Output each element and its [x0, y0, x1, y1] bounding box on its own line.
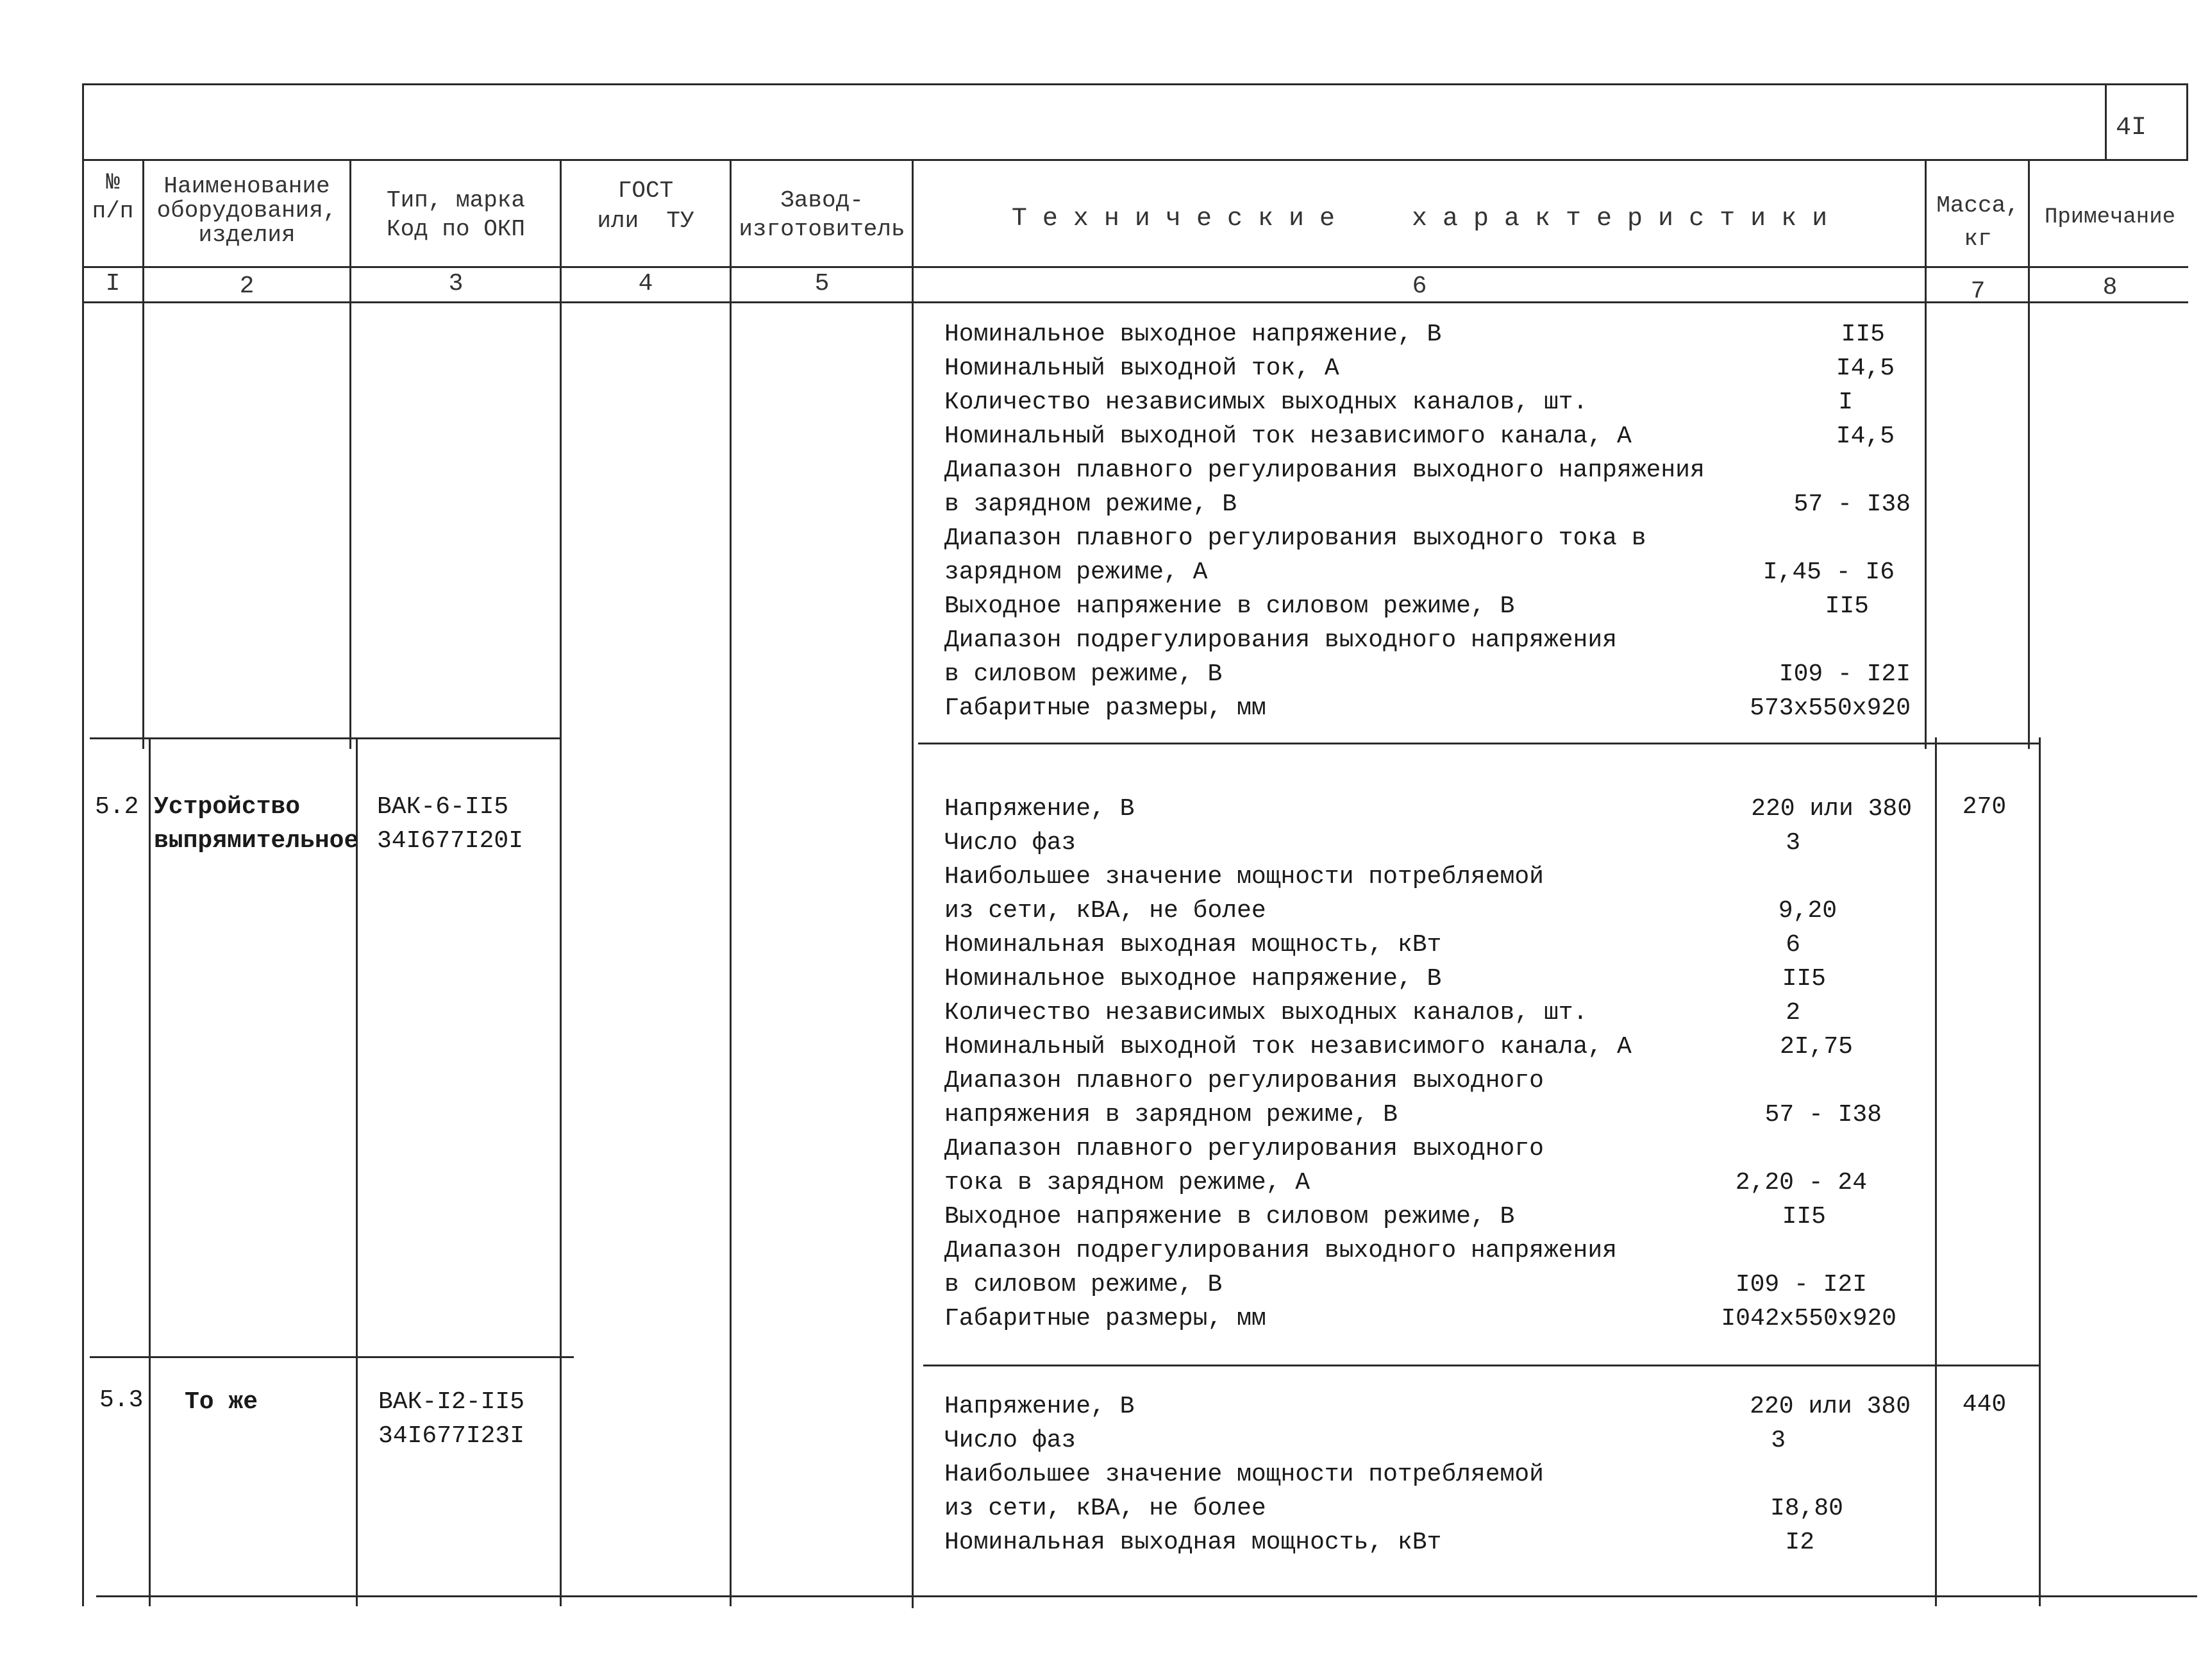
row-separator-left-1 — [90, 737, 560, 739]
spec-value: 2I,75 — [1779, 1033, 1853, 1061]
col-divider-3 — [349, 159, 351, 749]
spec-label: Номинальная выходная мощность, кВт — [944, 1529, 1442, 1556]
header-col-specs: Т е х н и ч е с к и е х а р а к т е р и с т и к и — [1011, 205, 1828, 233]
spec-label: Число фаз — [944, 1427, 1076, 1454]
spec-value: 220 или 380 — [1751, 795, 1912, 823]
equipment-name: выпрямительное — [154, 827, 359, 855]
spec-value: 3 — [1771, 1427, 1786, 1454]
spec-value: II5 — [1825, 592, 1869, 620]
spec-value: 9,20 — [1778, 897, 1837, 925]
spec-label: тока в зарядном режиме, А — [944, 1169, 1310, 1197]
spec-label: Номинальная выходная мощность, кВт — [944, 931, 1442, 959]
spec-value: 220 или 380 — [1750, 1393, 1911, 1420]
equipment-code: 34I677I20I — [377, 827, 524, 855]
table-top-border — [82, 83, 2188, 85]
spec-label: Наибольшее значение мощности потребляемой — [944, 863, 1544, 891]
header-col-name: Наименование оборудования, изделия — [156, 173, 337, 248]
spec-value: I2 — [1785, 1529, 1814, 1556]
spec-value: I042x550x920 — [1721, 1305, 1896, 1332]
spec-label: Габаритные размеры, мм — [944, 694, 1266, 722]
col-divider-8b — [2039, 737, 2041, 1606]
col-divider-5 — [730, 159, 732, 1606]
spec-label: Диапазон плавного регулирования выходного напряжения — [944, 457, 1705, 484]
equipment-mass: 270 — [1962, 793, 2007, 821]
table-bottom-line — [96, 1595, 2197, 1597]
spec-value: I09 - I2I — [1779, 660, 1911, 688]
row-number: 5.3 — [99, 1386, 144, 1414]
header-col-manufacturer: Завод- изготовитель — [739, 187, 905, 242]
spec-value: 573x550x920 — [1750, 694, 1911, 722]
equipment-name: Устройство — [154, 793, 301, 821]
spec-label: Номинальный выходной ток, А — [944, 355, 1339, 382]
spec-value: I4,5 — [1836, 355, 1895, 382]
col-divider-6 — [912, 159, 914, 1608]
spec-value: 57 - I38 — [1793, 491, 1911, 518]
column-numbers-bottom-line — [82, 301, 2188, 303]
spec-label: из сети, кВА, не более — [944, 1495, 1266, 1522]
equipment-name: То же — [185, 1388, 258, 1416]
col-divider-3b — [356, 737, 358, 1606]
col-divider-2 — [142, 159, 144, 749]
spec-label: Наибольшее значение мощности потребляемой — [944, 1461, 1544, 1488]
spec-value: 6 — [1786, 931, 1800, 959]
spec-label: напряжения в зарядном режиме, В — [944, 1101, 1398, 1129]
spec-value: 57 - I38 — [1764, 1101, 1882, 1129]
header-bottom-line — [82, 266, 2188, 268]
header-col-gost: ГОСТ или ТУ — [597, 178, 694, 234]
col-number-2: 2 — [239, 273, 255, 300]
equipment-code: 34I677I23I — [378, 1422, 525, 1450]
spec-value: 2,20 - 24 — [1735, 1169, 1867, 1197]
spec-label: в силовом режиме, В — [944, 660, 1223, 688]
spec-label: Номинальное выходное напряжение, В — [944, 321, 1442, 348]
col-number-4: 4 — [638, 270, 653, 298]
spec-label: Количество независимых выходных каналов, шт. — [944, 999, 1588, 1027]
header-col-number: № п/п — [92, 169, 134, 224]
spec-label: Число фаз — [944, 829, 1076, 857]
spec-value: 3 — [1786, 829, 1800, 857]
header-col-mass: Масса, кг — [1936, 192, 2020, 253]
col-divider-1 — [82, 83, 84, 1606]
spec-label: Диапазон плавного регулирования выходного тока в — [944, 525, 1646, 552]
spec-label: в силовом режиме, В — [944, 1271, 1223, 1298]
spec-label: Диапазон плавного регулирования выходного — [944, 1067, 1544, 1095]
spec-value: I — [1838, 389, 1853, 416]
row-separator-right-1 — [918, 743, 2039, 744]
col-divider-7b — [1935, 737, 1937, 1606]
spec-label: Выходное напряжение в силовом режиме, В — [944, 1203, 1515, 1231]
spec-label: Номинальный выходной ток независимого канала, А — [944, 423, 1632, 450]
header-top-line — [82, 159, 2188, 161]
spec-label: Диапазон подрегулирования выходного напряжения — [944, 1237, 1617, 1264]
spec-value: II5 — [1841, 321, 1885, 348]
row-separator-left-2 — [90, 1356, 574, 1358]
spec-label: Габаритные размеры, мм — [944, 1305, 1266, 1332]
spec-value: 2 — [1786, 999, 1800, 1027]
spec-label: Номинальный выходной ток независимого канала, А — [944, 1033, 1632, 1061]
col-number-8: 8 — [2102, 274, 2118, 301]
spec-label: Диапазон плавного регулирования выходного — [944, 1135, 1544, 1163]
col-number-1: I — [105, 270, 121, 298]
spec-value: II5 — [1782, 965, 1826, 993]
spec-value: I,45 - I6 — [1762, 559, 1895, 586]
spec-label: Номинальное выходное напряжение, В — [944, 965, 1442, 993]
page-number-box-left — [2105, 83, 2107, 159]
spec-label: Диапазон подрегулирования выходного напряжения — [944, 626, 1617, 654]
spec-value: II5 — [1782, 1203, 1826, 1231]
page-number: 4I — [2116, 113, 2147, 142]
row-number: 5.2 — [95, 793, 139, 821]
col-divider-7 — [1925, 159, 1927, 749]
header-col-type: Тип, марка Код по ОКП — [386, 187, 526, 242]
equipment-type: ВАК-I2-II5 — [378, 1388, 525, 1416]
spec-label: Количество независимых выходных каналов, шт. — [944, 389, 1588, 416]
spec-label: Напряжение, В — [944, 1393, 1135, 1420]
header-col-note: Примечание — [2044, 205, 2176, 230]
col-number-6: 6 — [1412, 273, 1427, 300]
col-number-7: 7 — [1970, 278, 1986, 305]
spec-value: I4,5 — [1836, 423, 1895, 450]
col-number-5: 5 — [814, 270, 830, 298]
col-number-3: 3 — [448, 270, 464, 298]
spec-label: в зарядном режиме, В — [944, 491, 1237, 518]
spec-label: из сети, кВА, не более — [944, 897, 1266, 925]
spec-value: I09 - I2I — [1735, 1271, 1867, 1298]
spec-value: I8,80 — [1770, 1495, 1843, 1522]
table-right-border — [2186, 83, 2188, 159]
col-divider-2b — [149, 737, 151, 1606]
equipment-mass: 440 — [1962, 1391, 2007, 1418]
spec-label: Выходное напряжение в силовом режиме, В — [944, 592, 1515, 620]
col-divider-4 — [560, 159, 562, 1606]
row-separator-right-2 — [923, 1365, 2039, 1366]
spec-label: зарядном режиме, А — [944, 559, 1208, 586]
equipment-type: ВАК-6-II5 — [377, 793, 509, 821]
spec-label: Напряжение, В — [944, 795, 1135, 823]
